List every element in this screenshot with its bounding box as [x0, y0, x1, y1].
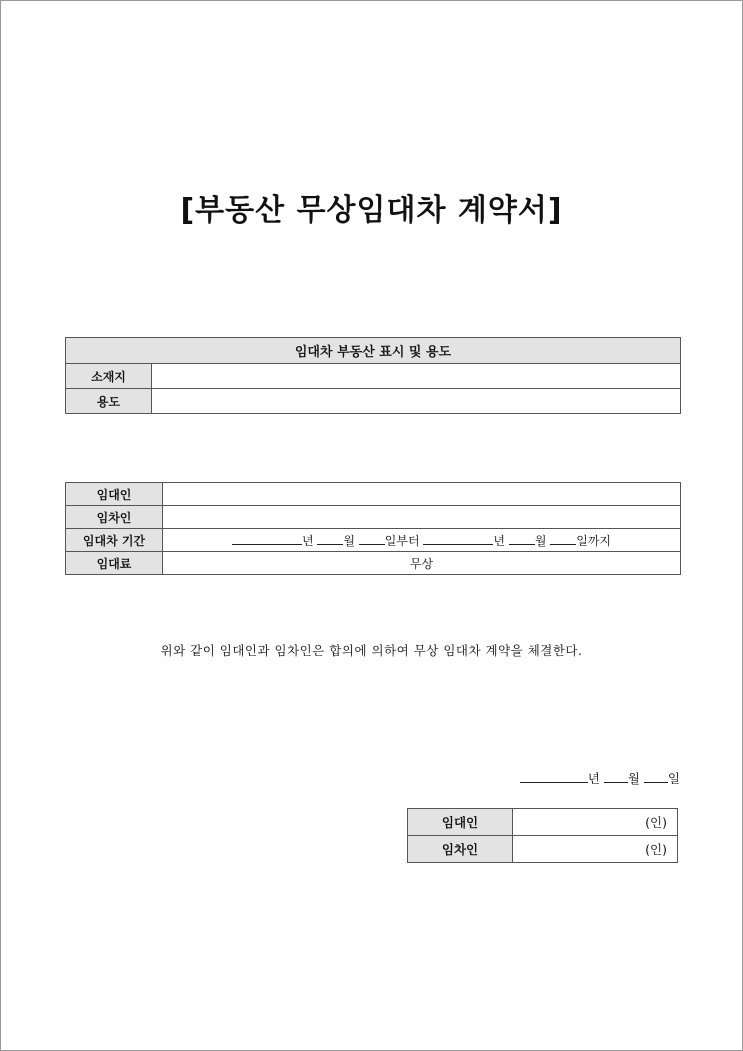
signature-lessor-seal[interactable]: (인)	[513, 809, 678, 836]
date-line	[520, 769, 680, 787]
table-row	[66, 364, 681, 389]
table-row	[408, 836, 678, 863]
agreement-statement: 위와 같이 임대인과 임차인은 합의에 의하여 무상 임대차 계약을 체결한다.	[160, 643, 583, 658]
parties-table	[65, 482, 681, 575]
lessee-label: 임차인	[66, 506, 163, 529]
lessor-label: 임대인	[66, 483, 163, 506]
period-label: 임대차 기간	[66, 529, 163, 552]
date-month-label: 월	[627, 771, 640, 786]
month-to-blank[interactable]	[509, 532, 535, 545]
table-row	[66, 529, 681, 552]
year-from-blank[interactable]	[232, 532, 302, 545]
property-table-header: 임대차 부동산 표시 및 용도	[66, 338, 681, 364]
date-year-label: 년	[587, 771, 600, 786]
month-from-blank[interactable]	[317, 532, 343, 545]
lessee-field[interactable]	[163, 506, 681, 529]
signature-lessee-label: 임차인	[408, 836, 513, 863]
signature-table	[407, 808, 678, 863]
date-day-label: 일	[667, 771, 680, 786]
day-to-blank[interactable]	[550, 532, 576, 545]
rent-label: 임대료	[66, 552, 163, 575]
lessor-field[interactable]	[163, 483, 681, 506]
table-row	[66, 552, 681, 575]
year-to-blank[interactable]	[423, 532, 493, 545]
year-from-label: 년	[301, 533, 314, 548]
signature-lessee-seal[interactable]: (인)	[513, 836, 678, 863]
month-from-label: 월	[343, 533, 355, 548]
date-day-blank[interactable]	[644, 770, 668, 783]
day-to-label: 일까지	[576, 533, 612, 548]
signature-lessor-label: 임대인	[408, 809, 513, 836]
usage-field[interactable]	[152, 389, 681, 414]
rent-value: 무상	[163, 552, 681, 575]
table-row	[66, 389, 681, 414]
day-from-label: 일부터	[384, 533, 420, 548]
property-table	[65, 337, 681, 414]
period-field[interactable]	[163, 529, 681, 552]
table-row	[408, 809, 678, 836]
day-from-blank[interactable]	[359, 532, 385, 545]
document-title: [부동산 무상임대차 계약서]	[180, 193, 563, 228]
table-row	[66, 506, 681, 529]
location-field[interactable]	[152, 364, 681, 389]
date-month-blank[interactable]	[604, 770, 628, 783]
year-to-label: 년	[493, 533, 505, 548]
usage-label: 용도	[66, 389, 152, 414]
date-year-blank[interactable]	[520, 770, 588, 783]
location-label: 소재지	[66, 364, 152, 389]
table-row	[66, 483, 681, 506]
month-to-label: 월	[534, 533, 547, 548]
